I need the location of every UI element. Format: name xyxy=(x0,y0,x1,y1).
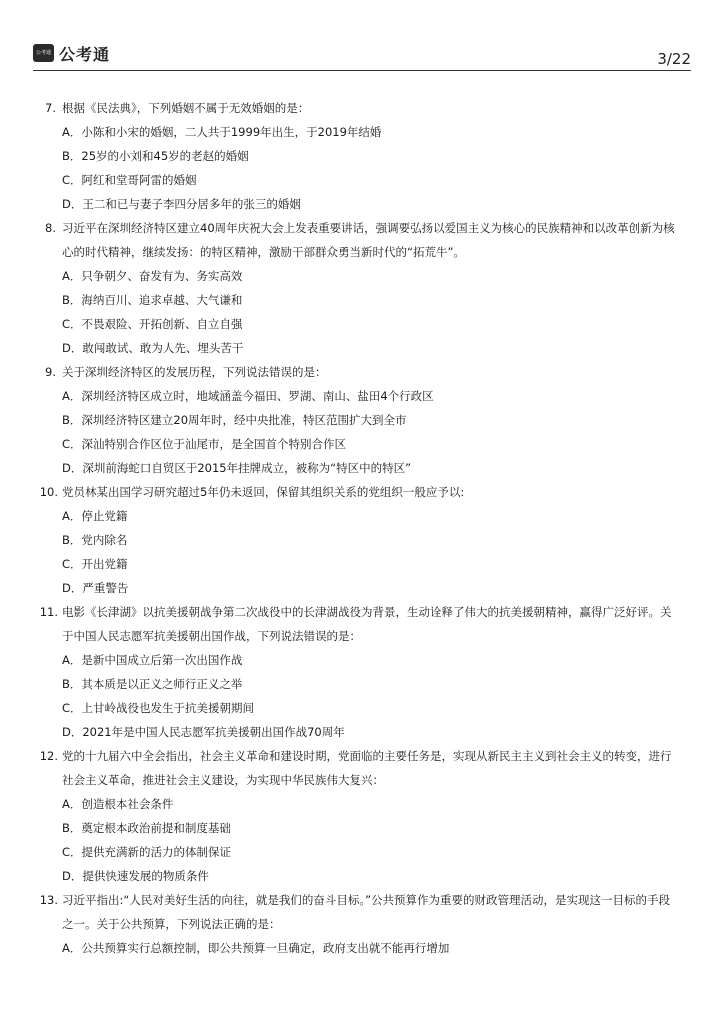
answer-option: C．深汕特别合作区位于汕尾市，是全国首个特别合作区 xyxy=(62,437,347,451)
answer-option: C．开出党籍 xyxy=(62,557,128,571)
answer-option: D．提供快速发展的物质条件 xyxy=(62,869,209,883)
answer-option: D．王二和已与妻子李四分居多年的张三的婚姻 xyxy=(62,197,301,211)
question-text-line xyxy=(0,888,724,912)
answer-option: A．停止党籍 xyxy=(62,509,128,523)
answer-option: A．公共预算实行总额控制，即公共预算一旦确定，政府支出就不能再行增加 xyxy=(62,941,450,955)
question-stem: 心的时代精神，继续发扬：的特区精神，激励干部群众勇当新时代的“拓荒牛”。 xyxy=(62,245,465,259)
answer-option: B．25岁的小刘和45岁的老赵的婚姻 xyxy=(62,149,249,163)
question-text-line xyxy=(0,216,724,240)
question-stem: 党的十九届六中全会指出，社会主义革命和建设时期，党面临的主要任务是，实现从新民主主义到社会主义的转变，进行 xyxy=(62,749,672,763)
question-number: 13. xyxy=(39,893,58,907)
question-number: 11. xyxy=(39,605,58,619)
answer-option: B．深圳经济特区建立20周年时，经中央批准，特区范围扩大到全市 xyxy=(62,413,407,427)
logo-icon: 公考通 xyxy=(33,44,54,62)
question-text-line xyxy=(0,240,724,264)
question-13 xyxy=(0,888,724,960)
answer-option: D．敢闯敢试、敢为人先、埋头苦干 xyxy=(62,341,244,355)
answer-option: A．创造根本社会条件 xyxy=(62,797,174,811)
answer-option: C．不畏艰险、开拓创新、自立自强 xyxy=(62,317,243,331)
question-stem: 习近平指出:“人民对美好生活的向往，就是我们的奋斗目标。”公共预算作为重要的财政管理活动，是实现这一目标的手段 xyxy=(62,893,671,907)
question-stem: 之一。关于公共预算，下列说法正确的是： xyxy=(62,917,281,931)
question-stem: 社会主义革命，推进社会主义建设，为实现中华民族伟大复兴： xyxy=(62,773,384,787)
answer-option: A．深圳经济特区成立时，地域涵盖今福田、罗湖、南山、盐田4个行政区 xyxy=(62,389,434,403)
question-text-line xyxy=(0,624,724,648)
answer-option: D．2021年是中国人民志愿军抗美援朝出国作战70周年 xyxy=(62,725,345,739)
question-text-line xyxy=(0,360,724,384)
answer-option: B．海纳百川、追求卓越、大气谦和 xyxy=(62,293,243,307)
question-11 xyxy=(0,600,724,744)
page-number: 3/22 xyxy=(657,50,691,68)
question-number: 9. xyxy=(45,365,56,379)
question-8 xyxy=(0,216,724,360)
answer-option: C．上甘岭战役也发生于抗美援朝期间 xyxy=(62,701,255,715)
answer-option: B．其本质是以正义之师行正义之举 xyxy=(62,677,243,691)
answer-option: A．小陈和小宋的婚姻，二人共于1999年出生，于2019年结婚 xyxy=(62,125,382,139)
question-stem: 党员林某出国学习研究超过5年仍未返回，保留其组织关系的党组织一般应予以: xyxy=(62,485,465,499)
answer-option: B．奠定根本政治前提和制度基础 xyxy=(62,821,231,835)
question-10 xyxy=(0,480,724,600)
question-stem: 习近平在深圳经济特区建立40周年庆祝大会上发表重要讲话，强调要弘扬以爱国主义为核心的民族精神和以改革创新为核 xyxy=(62,221,675,235)
question-stem: 根据《民法典》，下列婚姻不属于无效婚姻的是： xyxy=(62,101,310,115)
question-12 xyxy=(0,744,724,888)
question-stem: 电影《长津湖》以抗美援朝战争第二次战役中的长津湖战役为背景，生动诠释了伟大的抗美援朝精神，赢得广泛好评。关 xyxy=(62,605,672,619)
brand-name: 公考通 xyxy=(59,45,111,64)
question-number: 8. xyxy=(45,221,56,235)
question-number: 7. xyxy=(45,101,56,115)
answer-option: C．阿红和堂哥阿雷的婚姻 xyxy=(62,173,197,187)
question-list xyxy=(0,96,724,960)
question-9 xyxy=(0,360,724,480)
question-text-line xyxy=(0,744,724,768)
question-text-line xyxy=(0,96,724,120)
answer-option: D．严重警告 xyxy=(62,581,129,595)
question-number: 12. xyxy=(39,749,58,763)
question-text-line xyxy=(0,480,724,504)
answer-option: D．深圳前海蛇口自贸区于2015年挂牌成立，被称为“特区中的特区” xyxy=(62,461,412,475)
question-stem: 关于深圳经济特区的发展历程，下列说法错误的是： xyxy=(62,365,327,379)
answer-option: C．提供充满新的活力的体制保证 xyxy=(62,845,232,859)
page-header xyxy=(33,42,691,71)
question-text-line xyxy=(0,600,724,624)
answer-option: A．只争朝夕、奋发有为、务实高效 xyxy=(62,269,243,283)
question-text-line xyxy=(0,768,724,792)
answer-option: B．党内除名 xyxy=(62,533,128,547)
question-text-line xyxy=(0,912,724,936)
question-stem: 于中国人民志愿军抗美援朝出国作战，下列说法错误的是： xyxy=(62,629,361,643)
question-number: 10. xyxy=(39,485,58,499)
question-7 xyxy=(0,96,724,216)
answer-option: A．是新中国成立后第一次出国作战 xyxy=(62,653,243,667)
